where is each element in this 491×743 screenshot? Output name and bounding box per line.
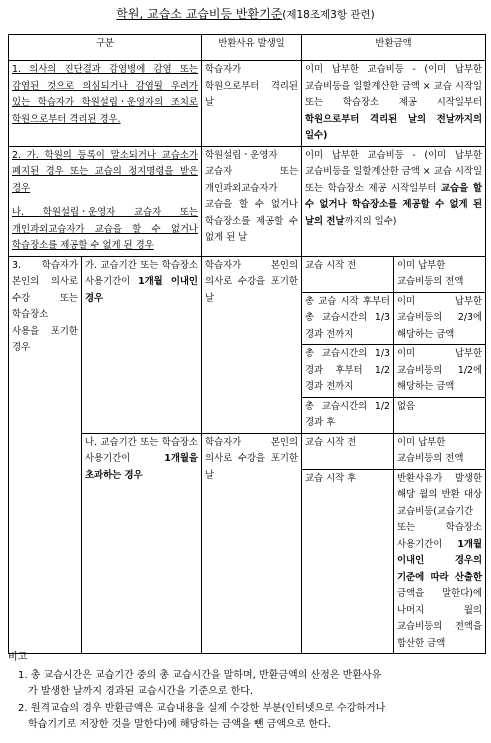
- table-row-2: [9, 146, 486, 256]
- row3-sub-b-occurrence: 학습자가 본인의 의사로 수강을 포기한 날: [202, 433, 302, 654]
- row3-b-amount-1: 이미 납부한 교습비등의 전액: [394, 433, 486, 469]
- note-item-1: 1. 총 교습시간은 교습기간 중의 총 교습시간을 말하며, 반환금액의 산정은 반환사유 가 발생한 날까지 경과된 교습시간을 기준으로 한다.: [18, 669, 382, 697]
- row3-a-timing-1: 교습 시작 전: [302, 256, 394, 292]
- row3-sub-a-label: 가. 교습기간 또는 학습장소 사용기간이 1개월 이내인 경우: [82, 256, 202, 433]
- row3-sub-a-occurrence: 학습자가 본인의 의사로 수강을 포기한 날: [202, 256, 302, 433]
- note-item-2: 2. 원격교습의 경우 반환금액은 교습내용을 실제 수강한 부분(인터넷으로 수강하거나 학습기기로 저장한 것을 말한다)에 해당하는 금액을 뺀 금액으로 한다.: [18, 702, 386, 730]
- row1-occurrence: 학습자가 학원으로부터 격리된 날: [202, 61, 302, 147]
- header-occurrence: 반환사유 발생일: [202, 35, 302, 61]
- row2-category-a: 2. 가. 학원의 등록이 말소되거나 교습소가 폐지된 경우 또는 교습의 정지명령을 받은 경우: [12, 149, 198, 194]
- table-row-3a-1: [9, 256, 486, 292]
- table-row-1: [9, 61, 486, 147]
- notes-title: 비고: [8, 652, 28, 663]
- row1-category: 1. 의사의 진단결과 감염병에 감염 또는 감염된 것으로 의심되거나 감염될 우려가 있는 학습자가 학원설립ㆍ운영자의 조치로 학원으로부터 격리된 경우.: [9, 61, 202, 147]
- row3-a-amount-2: 이미 납부한 교습비등의 2/3에 해당하는 금액: [394, 292, 486, 345]
- refund-table: [8, 34, 486, 654]
- row2-refund: 이미 납부한 교습비등 - (이미 납부한 교습비등을 일할계산한 금액 × 교습 시작일 또는 학습장소 제공 시작일부터 교습을 할 수 없거나 학습장소를 제공할 수 없게 된 날의 전날까지의 일수): [302, 146, 486, 256]
- row3-b-amount-2: 반환사유가 발생한 해당 월의 반환 대상 교습비등(교습기간 또는 학습장소 사용기간이 1개월 이내인 경우의 기준에 따라 산출한 금액을 말한다)에 나머지 월의 교습비등의 전액을 합산한 금액: [394, 469, 486, 654]
- row3-a-timing-4: 총 교습시간의 1/2 경과 후: [302, 397, 394, 433]
- page-title: [0, 6, 491, 23]
- title-sub: (제18조제3항 관련): [282, 9, 375, 21]
- row3-a-timing-3: 총 교습시간의 1/3 경과 후부터 1/2 경과 전까지: [302, 345, 394, 398]
- row3-b-timing-2: 교습 시작 후: [302, 469, 394, 654]
- row3-a-amount-4: 없음: [394, 397, 486, 433]
- row2-category-b: 나. 학원설립ㆍ운영자 교습자 또는 개인과외교습자가 교습을 할 수 없거나 학습장소를 제공할 수 없게 된 경우: [12, 207, 198, 251]
- header-category: 구분: [9, 35, 202, 61]
- row1-refund: 이미 납부한 교습비등 - (이미 납부한 교습비등을 일할계산한 금액 × 교습 시작일 또는 학습장소 제공 시작일부터 학원으로부터 격리된 날의 전날까지의 일수): [302, 61, 486, 147]
- row3-category: 3. 학습자가 본인의 의사로 수강 또는 학습장소 사용을 포기한 경우: [9, 256, 82, 654]
- row2-category: [9, 146, 202, 256]
- row2-occurrence: 학원설립ㆍ운영자 교습자 또는 개인과외교습자가 교습을 할 수 없거나 학습장소를 제공할 수 없게 된 날: [202, 146, 302, 256]
- row3-b-timing-1: 교습 시작 전: [302, 433, 394, 469]
- title-main: 학원, 교습소 교습비등 반환기준: [116, 7, 283, 21]
- row3-a-amount-3: 이미 납부한 교습비등의 1/2에 해당하는 금액: [394, 345, 486, 398]
- row3-sub-b-label: 나. 교습기간 또는 학습장소 사용기간이 1개월을 초과하는 경우: [82, 433, 202, 654]
- row3-a-timing-2: 총 교습 시작 후부터 총 교습시간의 1/3 경과 전까지: [302, 292, 394, 345]
- notes-section: [8, 650, 484, 734]
- header-refund: 반환금액: [302, 35, 486, 61]
- row3-a-amount-1: 이미 납부한 교습비등의 전액: [394, 256, 486, 292]
- table-header-row: [9, 35, 486, 61]
